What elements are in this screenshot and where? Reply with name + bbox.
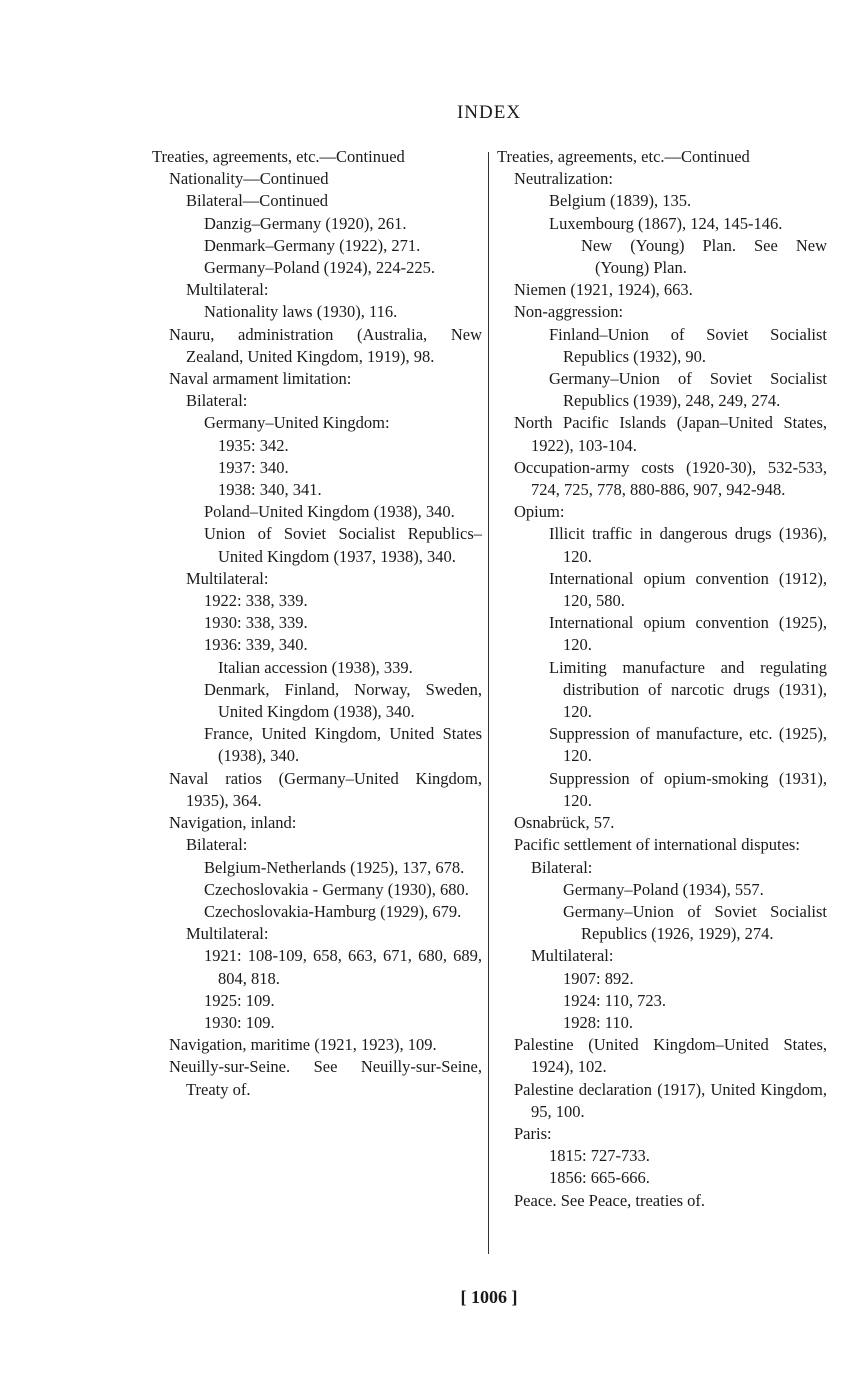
index-entry: France, United Kingdom, United States (1938), 340.	[204, 724, 482, 766]
index-entry: Germany–Union of Soviet Socialist Republics (1939), 248, 249, 274.	[549, 369, 827, 411]
index-entry: Palestine (United Kingdom–United States, 1924), 102.	[514, 1035, 827, 1077]
index-entry: Neutralization:	[514, 169, 613, 189]
index-entry: Italian accession (1938), 339.	[218, 657, 413, 677]
index-entry: Denmark–Germany (1922), 271.	[204, 235, 421, 255]
index-column-left	[152, 146, 482, 1101]
index-entry: Illicit traffic in dangerous drugs (1936), 120.	[549, 524, 827, 566]
index-entry: Germany–United Kingdom:	[204, 413, 390, 433]
index-entry: New (Young) Plan. See New (Young) Plan.	[581, 235, 827, 278]
index-entry: Belgium-Netherlands (1925), 137, 678.	[204, 857, 465, 877]
index-entry: Germany–Union of Soviet Socialist Republics (1926, 1929), 274.	[563, 901, 827, 944]
index-entry: Navigation, inland:	[169, 813, 297, 833]
index-entry: Bilateral—Continued	[186, 191, 329, 211]
index-entry: Neuilly-sur-Seine. See Neuilly-sur-Seine, Treaty of.	[169, 1057, 482, 1099]
index-entry: Pacific settlement of international disputes:	[514, 835, 800, 855]
index-entry: 1937: 340.	[218, 457, 289, 477]
index-entry: Poland–United Kingdom (1938), 340.	[204, 502, 455, 522]
index-entry: 1936: 339, 340.	[204, 635, 308, 655]
index-entry: Opium:	[514, 502, 565, 522]
index-entry: Multilateral:	[186, 924, 269, 944]
index-entry: Limiting manufacture and regulating distribution of narcotic drugs (1931), 120.	[549, 657, 827, 722]
index-entry: Belgium (1839), 135.	[549, 191, 692, 211]
index-entry: 1856: 665-666.	[549, 1168, 650, 1188]
index-entry: Osnabrück, 57.	[514, 813, 615, 833]
index-entry: North Pacific Islands (Japan–United States, 1922), 103-104.	[514, 413, 827, 455]
index-entry: Nationality—Continued	[169, 169, 329, 189]
index-entry: Bilateral:	[186, 391, 248, 411]
index-entry: 1935: 342.	[218, 435, 289, 455]
index-entry: Suppression of manufacture, etc. (1925), 120.	[549, 724, 827, 766]
index-entry: Germany–Poland (1924), 224-225.	[204, 258, 435, 278]
index-entry: 1930: 338, 339.	[204, 613, 308, 633]
index-entry: International opium convention (1912), 120, 580.	[549, 568, 827, 611]
index-entry: Naval ratios (Germany–United Kingdom, 1935), 364.	[169, 768, 482, 810]
index-entry: 1925: 109.	[204, 990, 275, 1010]
index-entry: Peace. See Peace, treaties of.	[514, 1190, 706, 1210]
index-entry: Finland–Union of Soviet Socialist Republics (1932), 90.	[549, 324, 827, 366]
index-entry: 1924: 110, 723.	[563, 990, 666, 1010]
index-entry: Germany–Poland (1934), 557.	[563, 879, 764, 899]
index-entry: 1938: 340, 341.	[218, 480, 322, 500]
index-entry: Czechoslovakia - Germany (1930), 680.	[204, 879, 469, 899]
index-entry: Denmark, Finland, Norway, Sweden, United Kingdom (1938), 340.	[204, 679, 482, 722]
index-entry: Treaties, agreements, etc.—Continued	[152, 147, 405, 166]
index-entry: 1930: 109.	[204, 1012, 275, 1032]
index-entry: Occupation-army costs (1920-30), 532-533, 724, 725, 778, 880-886, 907, 942-948.	[514, 457, 827, 500]
index-entry: Czechoslovakia-Hamburg (1929), 679.	[204, 901, 462, 921]
index-entry: Union of Soviet Socialist Republics–United Kingdom (1937, 1938), 340.	[204, 524, 482, 566]
index-entry: 1921: 108-109, 658, 663, 671, 680, 689, 804, 818.	[204, 946, 482, 988]
index-entry: Suppression of opium-smoking (1931), 120.	[549, 768, 827, 810]
index-entry: Paris:	[514, 1123, 552, 1143]
index-column-right	[497, 146, 827, 1212]
index-entry: Luxembourg (1867), 124, 145-146.	[549, 213, 783, 233]
page-title: INDEX	[456, 102, 522, 123]
index-entry: Palestine declaration (1917), United Kingdom, 95, 100.	[514, 1079, 827, 1121]
column-divider	[488, 152, 489, 1254]
index-entry: Bilateral:	[186, 835, 248, 855]
index-entry: 1928: 110.	[563, 1012, 633, 1032]
index-entry: Multilateral:	[186, 568, 269, 588]
index-entry: 1815: 727-733.	[549, 1146, 650, 1166]
index-entry: Non-aggression:	[514, 302, 624, 322]
index-entry: Niemen (1921, 1924), 663.	[514, 280, 693, 300]
index-entry: Nationality laws (1930), 116.	[204, 302, 398, 322]
index-entry: Multilateral:	[531, 946, 614, 966]
index-entry: Danzig–Germany (1920), 261.	[204, 213, 407, 233]
index-entry: Treaties, agreements, etc.—Continued	[497, 147, 750, 166]
index-entry: Navigation, maritime (1921, 1923), 109.	[169, 1035, 437, 1055]
index-entry: Multilateral:	[186, 280, 269, 300]
index-entry: Naval armament limitation:	[169, 369, 352, 389]
index-entry: Bilateral:	[531, 857, 593, 877]
index-entry: Nauru, administration (Australia, New Zealand, United Kingdom, 1919), 98.	[169, 324, 482, 366]
index-entry: 1907: 892.	[563, 968, 634, 988]
index-entry: 1922: 338, 339.	[204, 591, 308, 611]
index-entry: International opium convention (1925), 120.	[549, 613, 827, 655]
page-number: [ 1006 ]	[460, 1287, 518, 1307]
